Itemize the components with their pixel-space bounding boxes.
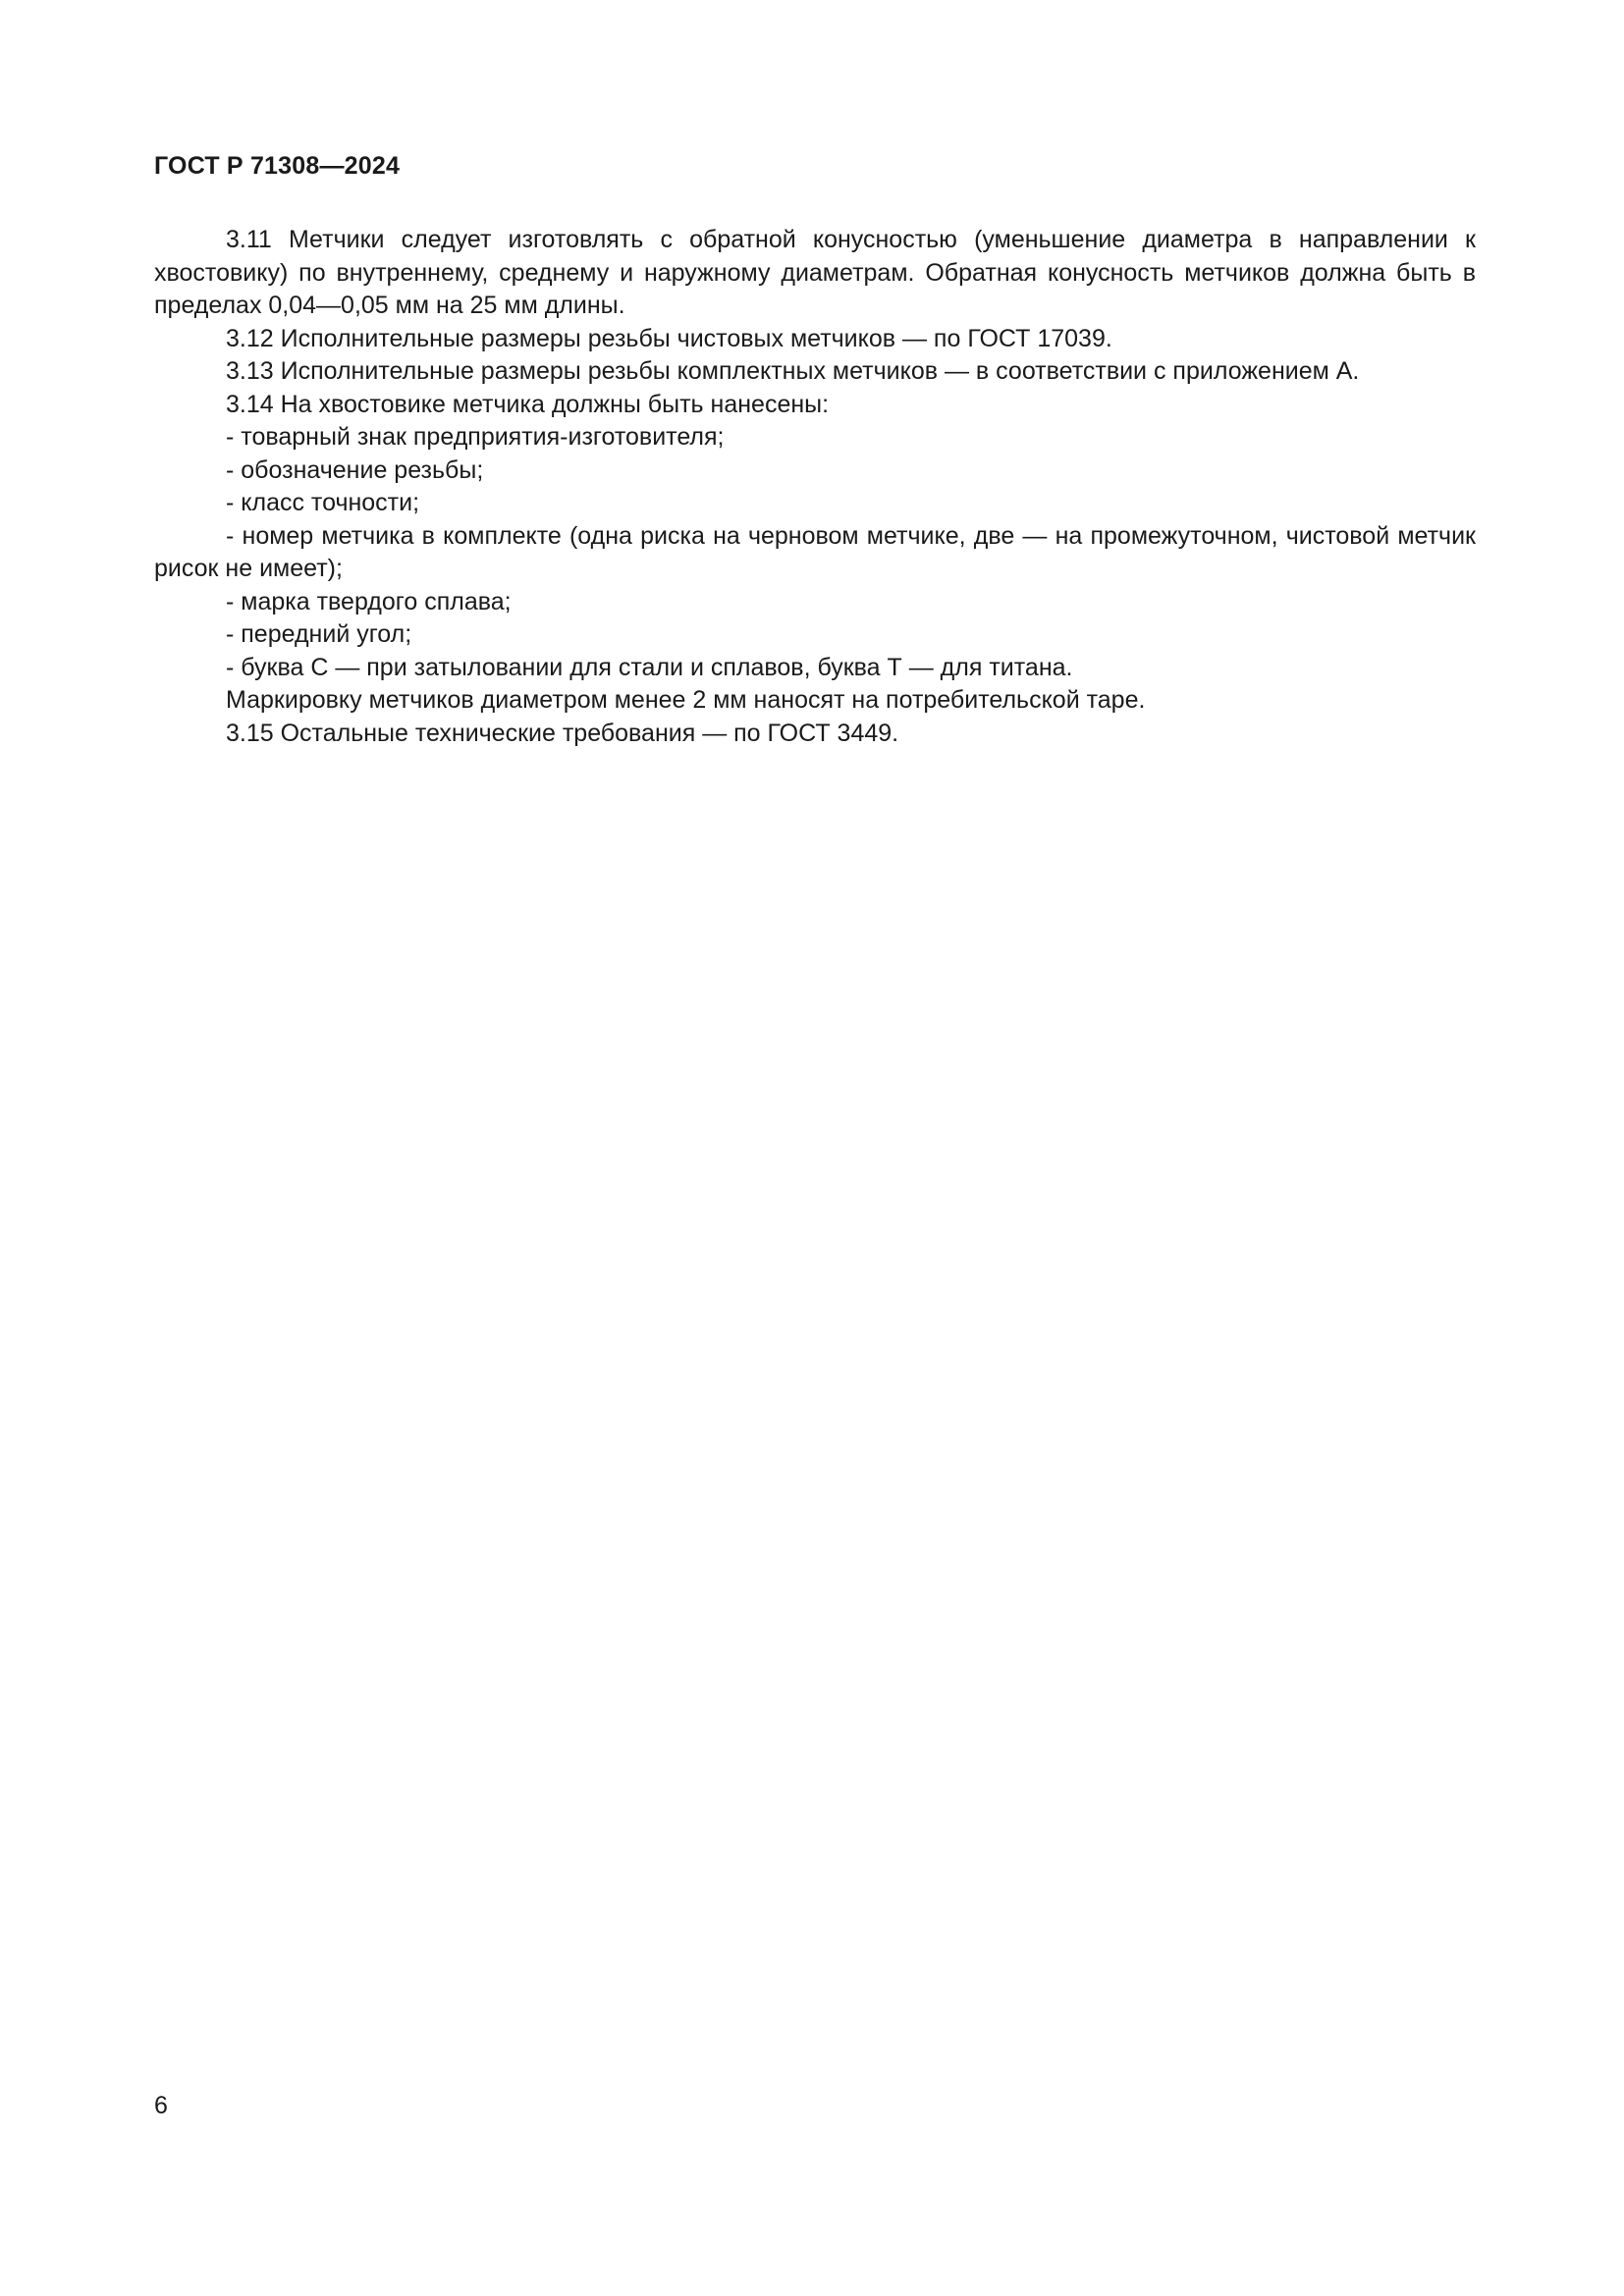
list-item-rake-angle: - передний угол; xyxy=(226,620,412,648)
document-body xyxy=(154,224,1476,750)
paragraph-3-11: 3.11 Метчики следует изготовлять с обратной конусностью (уменьшение диаметра в направлении к хвостовику) по внутреннему, среднему и наружному диаметрам. Обратная конусность метчиков должна быть в пределах 0,04—0,05 мм на 25 мм длины. xyxy=(154,226,1476,319)
list-item-trademark: - товарный знак предприятия-изготовителя; xyxy=(226,423,725,451)
paragraph-marking: Маркировку метчиков диаметром менее 2 мм наносят на потребительской таре. xyxy=(226,686,1146,714)
document-header: ГОСТ Р 71308—2024 xyxy=(154,152,401,180)
paragraph-3-13: 3.13 Исполнительные размеры резьбы комплектных метчиков — в соответствии с приложением А. xyxy=(226,357,1360,385)
list-item-thread-designation: - обозначение резьбы; xyxy=(226,455,484,484)
list-item-carbide-grade: - марка твердого сплава; xyxy=(226,587,512,615)
page-number: 6 xyxy=(154,2092,168,2119)
list-item-accuracy-class: - класс точности; xyxy=(226,489,420,516)
paragraph-3-14: 3.14 На хвостовике метчика должны быть нанесены: xyxy=(226,390,830,418)
list-item-letter-marking: - буква С — при затыловании для стали и сплавов, буква Т — для титана. xyxy=(226,653,1073,681)
paragraph-3-15: 3.15 Остальные технические требования — по ГОСТ 3449. xyxy=(226,719,899,747)
paragraph-3-12: 3.12 Исполнительные размеры резьбы чистовых метчиков — по ГОСТ 17039. xyxy=(226,324,1112,352)
list-item-tap-number: - номер метчика в комплекте (одна риска на черновом метчике, две — на промежуточном, чистовой метчик рисок не имеет); xyxy=(154,521,1476,582)
